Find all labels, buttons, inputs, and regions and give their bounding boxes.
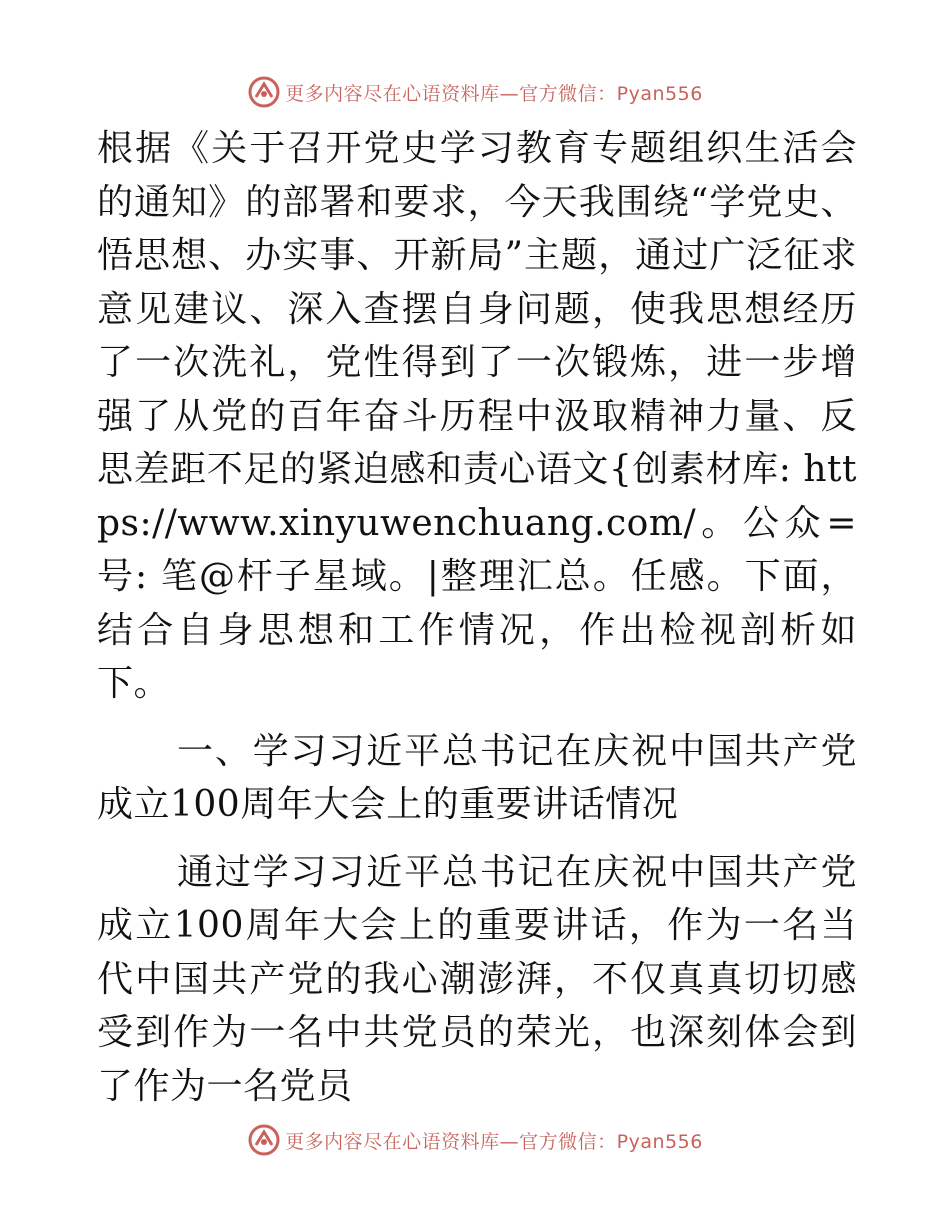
watermark-text: 更多内容尽在心语资料库—官方微信：Pyan556 [285,1130,703,1153]
watermark-text: 更多内容尽在心语资料库—官方微信：Pyan556 [285,82,703,105]
watermark-banner-top [0,72,950,112]
seal-logo-icon [247,75,281,109]
intro-paragraph: 根据《关于召开党史学习教育专题组织生活会的通知》的部署和要求，今天我围绕“学党史、悟思想、办实事、开新局”主题，通过广泛征求意见建议、深入查摆自身问题，使我思想经历了一次洗礼，党性得到了一次锻炼，进一步增强了从党的百年奋斗历程中汲取精神力量、反思差距不足的紧迫感和责心语文{创素材库: https://www.xinyuwenchuang.com/。公众=号: 笔@杆子星域。|整理汇总。任感。下面，结合自身思想和工作情况，作出检视剖析如下。 [97,128,857,704]
seal-logo-icon [247,1123,281,1157]
document-body [97,122,857,1113]
body-paragraph: 通过学习习近平总书记在庆祝中国共产党成立100周年大会上的重要讲话，作为一名当代中国共产党的我心潮澎湃，不仅真真切切感受到作为一名中共党员的荣光，也深刻体会到了作为一名党员 [97,851,857,1107]
watermark-banner-bottom [0,1120,950,1160]
section-heading: 一、学习习近平总书记在庆祝中国共产党成立100周年大会上的重要讲话情况 [97,730,857,825]
